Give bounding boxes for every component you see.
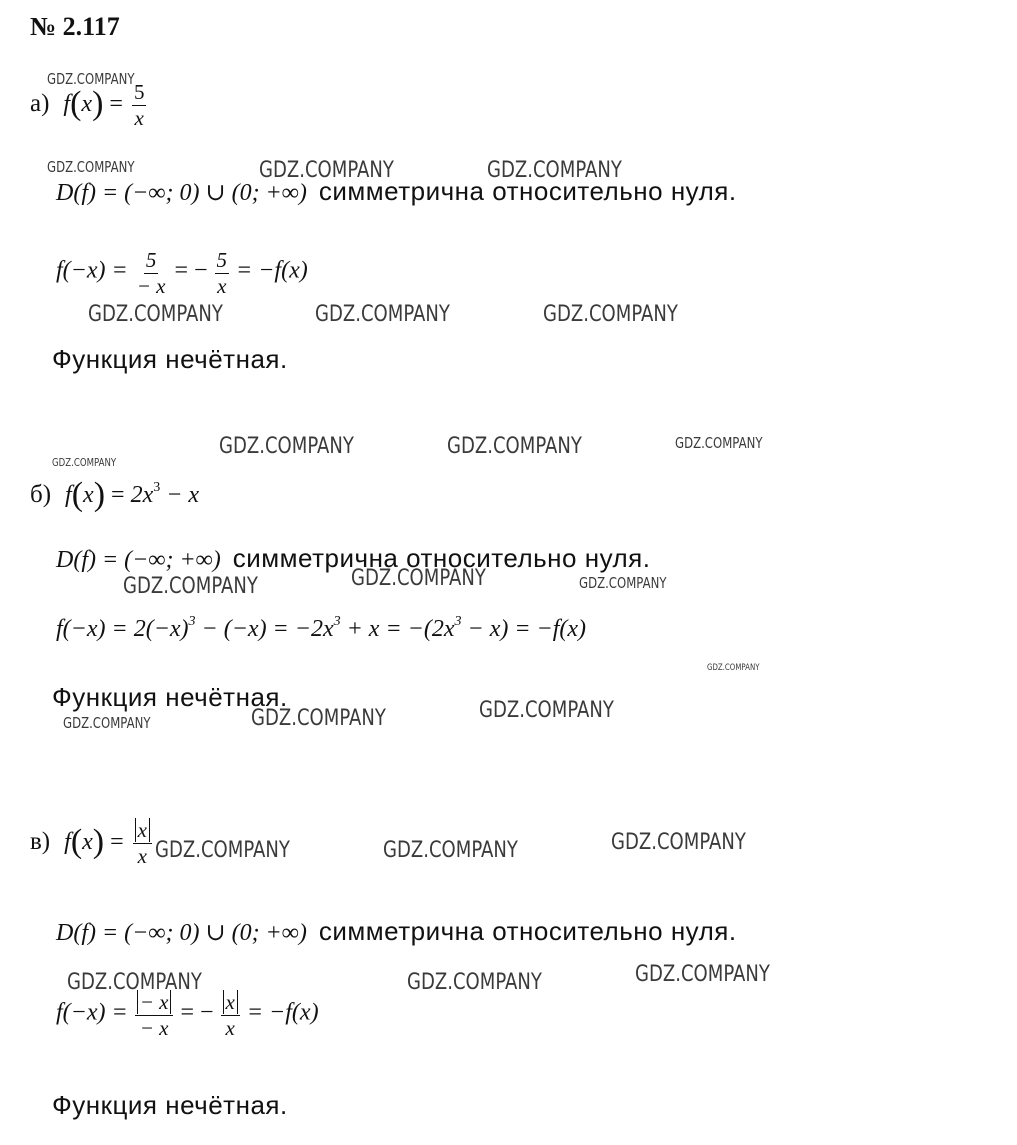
proof-segment: − (−x) = −2x <box>201 616 334 642</box>
watermark: GDZ.COMPANY <box>88 302 223 327</box>
func-arg: x <box>81 91 93 118</box>
watermark: GDZ.COMPANY <box>479 698 614 723</box>
fraction-denominator: x <box>137 844 147 869</box>
fraction-numerator: x <box>223 990 238 1014</box>
proof-fraction-2 <box>215 248 230 299</box>
fraction-denominator: x <box>225 1016 235 1041</box>
fraction-numerator: 5 <box>215 248 230 274</box>
proof-middle: = − <box>180 999 214 1026</box>
fraction-numerator: 5 <box>132 80 147 106</box>
part-a-function: а) f(x) = $\frac{5}{x}$ <box>30 80 145 131</box>
fraction-denominator: − x <box>139 1016 169 1041</box>
watermark: GDZ.COMPANY <box>579 574 667 592</box>
domain-text: симметрична относительно нуля. <box>232 543 651 573</box>
part-b-label: б) <box>30 481 52 508</box>
equals-sign: = <box>111 482 125 508</box>
fraction <box>133 818 152 869</box>
part-a-domain <box>56 176 737 207</box>
problem-number: № 2.117 <box>30 12 120 41</box>
watermark: GDZ.COMPANY <box>219 434 354 459</box>
func-name: f <box>65 482 72 508</box>
part-b-proof <box>56 614 586 643</box>
watermark: GDZ.COMPANY <box>52 456 117 469</box>
proof-segment: + x = −(2x <box>346 616 455 642</box>
fraction-denominator: − x <box>136 274 166 299</box>
proof-lhs: f(−x) = <box>56 257 128 284</box>
domain-text: симметрична относительно нуля. <box>318 916 737 946</box>
proof-rhs: = −f(x) <box>246 999 319 1026</box>
part-b-conclusion: Функция нечётная. <box>52 682 288 712</box>
watermark: GDZ.COMPANY <box>351 566 486 591</box>
watermark: GDZ.COMPANY <box>635 962 770 987</box>
watermark: GDZ.COMPANY <box>123 574 258 599</box>
fraction-numerator: − x <box>137 990 172 1014</box>
watermark: GDZ.COMPANY <box>315 302 450 327</box>
part-b-function: б) $f(x) = 2x^3 - x$ <box>30 476 200 513</box>
proof-fraction-1 <box>135 990 174 1041</box>
domain-text: симметрична относительно нуля. <box>318 176 737 206</box>
watermark: GDZ.COMPANY <box>407 970 542 995</box>
part-c-proof <box>56 990 319 1041</box>
watermark: GDZ.COMPANY <box>675 434 763 452</box>
proof-rhs: = −f(x) <box>236 257 308 284</box>
exponent: 3 <box>333 614 341 629</box>
domain-expression: D(f) = (−∞; 0) ∪ (0; +∞) <box>56 180 307 206</box>
watermark: GDZ.COMPANY <box>63 714 151 732</box>
watermark: GDZ.COMPANY <box>487 158 622 183</box>
watermark: GDZ.COMPANY <box>383 838 518 863</box>
fraction-denominator: x <box>134 106 144 131</box>
part-c-function: в) f(x) = $\frac{x}{x}$ <box>30 818 155 869</box>
watermark: GDZ.COMPANY <box>707 663 760 673</box>
domain-expression: D(f) = (−∞; 0) ∪ (0; +∞) <box>56 920 307 946</box>
part-c-label: в) <box>30 828 51 856</box>
watermark: GDZ.COMPANY <box>611 830 746 855</box>
part-a-proof <box>56 248 308 299</box>
func-name: f <box>64 829 71 856</box>
proof-lhs: f(−x) = <box>56 999 128 1026</box>
proof-fraction-1 <box>135 248 168 299</box>
equals-sign: = <box>109 91 123 118</box>
equals-sign: = <box>110 829 124 856</box>
part-a-conclusion: Функция нечётная. <box>52 344 288 374</box>
expression-part: 2x <box>130 482 154 508</box>
fraction-numerator: x <box>135 818 150 842</box>
part-a-label: а) <box>30 90 50 118</box>
watermark: GDZ.COMPANY <box>251 706 386 731</box>
func-arg: x <box>82 829 93 856</box>
part-c-domain <box>56 916 737 947</box>
part-c-conclusion: Функция нечётная. <box>52 1090 288 1120</box>
watermark: GDZ.COMPANY <box>543 302 678 327</box>
watermark: GDZ.COMPANY <box>47 70 135 88</box>
proof-segment: − x) = −f(x) <box>467 616 587 642</box>
exponent: 3 <box>188 614 196 629</box>
domain-expression: D(f) = (−∞; +∞) <box>56 547 221 573</box>
fraction-numerator: 5 <box>144 248 159 274</box>
expression-part: − x <box>166 482 200 508</box>
func-arg: x <box>83 482 94 508</box>
proof-middle: = − <box>174 257 208 284</box>
exponent: 3 <box>454 614 462 629</box>
watermark: GDZ.COMPANY <box>155 838 290 863</box>
fraction-denominator: x <box>217 274 227 299</box>
proof-segment: f(−x) = 2(−x) <box>56 616 189 642</box>
exponent: 3 <box>153 480 161 495</box>
watermark: GDZ.COMPANY <box>67 970 202 995</box>
func-name: f <box>63 91 71 118</box>
watermark: GDZ.COMPANY <box>447 434 582 459</box>
watermark: GDZ.COMPANY <box>259 158 394 183</box>
proof-fraction-2 <box>221 990 240 1041</box>
watermark: GDZ.COMPANY <box>47 158 135 176</box>
